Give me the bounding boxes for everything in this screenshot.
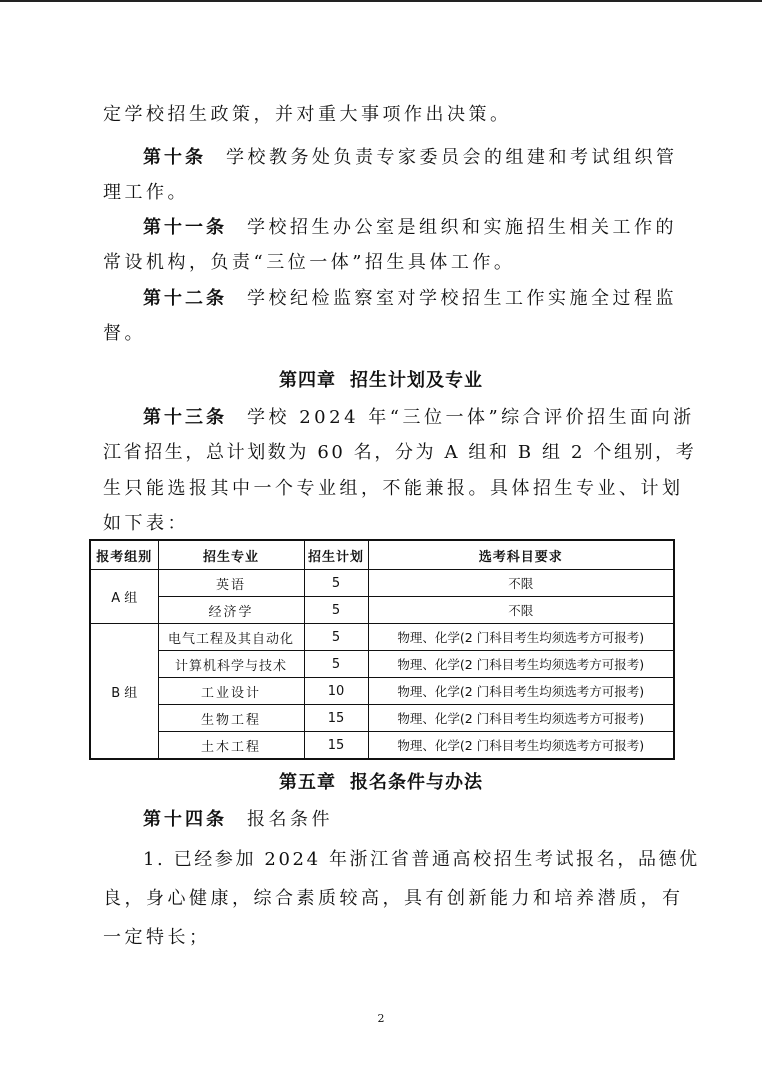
table-row xyxy=(90,624,674,651)
requirement-cell: 物理、化学(2 门科目考生均须选考方可报考) xyxy=(368,705,674,732)
table-row xyxy=(90,570,674,597)
chapter-5-heading xyxy=(0,771,762,795)
group-cell: A 组 xyxy=(90,570,158,624)
paragraph-line: 江省招生，总计划数为 60 名，分为 A 组和 B 组 2 个组别，考 xyxy=(103,442,697,463)
article-10-text: 学校教务处负责专家委员会的组建和考试组织管 xyxy=(226,147,678,168)
column-header: 招生专业 xyxy=(158,540,304,570)
table-row xyxy=(90,732,674,760)
paragraph-line: 1. 已经参加 2024 年浙江省普通高校招生考试报名，品德优 xyxy=(143,849,700,870)
paragraph-line: 如下表： xyxy=(103,513,189,534)
plan-cell: 5 xyxy=(304,651,368,678)
paragraph-line: 理工作。 xyxy=(103,182,189,203)
article-13-label: 第十三条 xyxy=(143,407,227,428)
requirement-cell: 不限 xyxy=(368,570,674,597)
article-14-line xyxy=(143,808,659,832)
requirement-cell: 物理、化学(2 门科目考生均须选考方可报考) xyxy=(368,732,674,760)
plan-cell: 5 xyxy=(304,597,368,624)
group-cell: B 组 xyxy=(90,624,158,760)
table-row xyxy=(90,597,674,624)
requirement-cell: 不限 xyxy=(368,597,674,624)
article-11-label: 第十一条 xyxy=(143,217,227,238)
page-number: 2 xyxy=(377,1012,385,1025)
paragraph-line: 良，身心健康，综合素质较高，具有创新能力和培养潜质，有 xyxy=(103,888,684,909)
enrollment-plan-table xyxy=(89,539,675,760)
requirement-cell: 物理、化学(2 门科目考生均须选考方可报考) xyxy=(368,624,674,651)
major-cell: 工业设计 xyxy=(158,678,304,705)
requirement-cell: 物理、化学(2 门科目考生均须选考方可报考) xyxy=(368,651,674,678)
chapter-5-title: 报名条件与办法 xyxy=(350,772,483,793)
article-13-text: 学校 2024 年“三位一体”综合评价招生面向浙 xyxy=(247,407,695,428)
table-row xyxy=(90,678,674,705)
table-header-row xyxy=(90,540,674,570)
plan-cell: 15 xyxy=(304,732,368,760)
major-cell: 电气工程及其自动化 xyxy=(158,624,304,651)
article-14-text: 报名条件 xyxy=(247,809,333,830)
article-11-text: 学校招生办公室是组织和实施招生相关工作的 xyxy=(247,217,677,238)
major-cell: 经济学 xyxy=(158,597,304,624)
column-header: 报考组别 xyxy=(90,540,158,570)
article-12-label: 第十二条 xyxy=(143,288,227,309)
column-header: 选考科目要求 xyxy=(368,540,674,570)
major-cell: 土木工程 xyxy=(158,732,304,760)
article-14-label: 第十四条 xyxy=(143,809,227,830)
major-cell: 计算机科学与技术 xyxy=(158,651,304,678)
paragraph-line: 一定特长； xyxy=(103,927,211,948)
requirement-cell: 物理、化学(2 门科目考生均须选考方可报考) xyxy=(368,678,674,705)
table-row xyxy=(90,651,674,678)
table-row xyxy=(90,705,674,732)
paragraph-line: 常设机构，负责“三位一体”招生具体工作。 xyxy=(103,252,516,273)
chapter-4-title: 招生计划及专业 xyxy=(350,370,483,391)
column-header: 招生计划 xyxy=(304,540,368,570)
plan-cell: 5 xyxy=(304,624,368,651)
chapter-4-heading xyxy=(0,369,762,393)
chapter-4-number: 第四章 xyxy=(279,370,336,391)
plan-cell: 15 xyxy=(304,705,368,732)
plan-cell: 10 xyxy=(304,678,368,705)
article-11-line xyxy=(143,216,677,240)
paragraph-line: 生只能选报其中一个专业组，不能兼报。具体招生专业、计划 xyxy=(103,478,684,499)
chapter-5-number: 第五章 xyxy=(279,772,336,793)
article-12-line xyxy=(143,287,677,311)
major-cell: 生物工程 xyxy=(158,705,304,732)
article-10-label: 第十条 xyxy=(143,147,206,168)
page-top-border xyxy=(0,0,762,2)
major-cell: 英语 xyxy=(158,570,304,597)
article-13-line xyxy=(143,406,695,430)
article-10-line xyxy=(143,146,678,170)
paragraph-line: 定学校招生政策，并对重大事项作出决策。 xyxy=(103,104,512,125)
article-12-text: 学校纪检监察室对学校招生工作实施全过程监 xyxy=(247,288,677,309)
plan-cell: 5 xyxy=(304,570,368,597)
paragraph-line: 督。 xyxy=(103,323,146,344)
